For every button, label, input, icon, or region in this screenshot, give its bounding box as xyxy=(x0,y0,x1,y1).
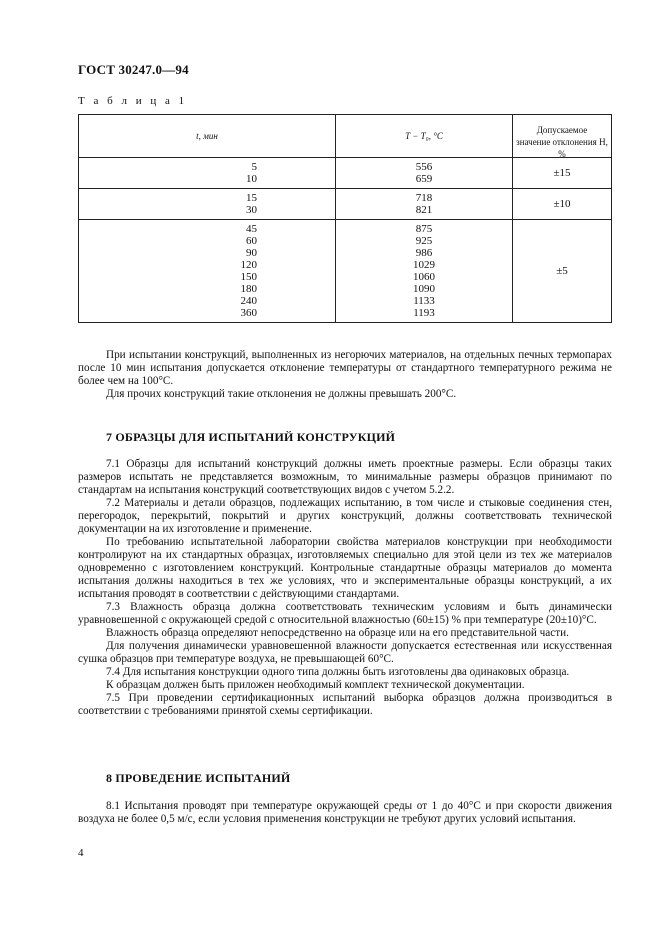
time-cell xyxy=(79,189,336,220)
col-temp-header: T − T₀, °C xyxy=(336,115,513,158)
section-7-body xyxy=(78,458,612,718)
time-value: 10 xyxy=(246,173,257,185)
paragraph: Влажность образца определяют непосредственно на образце или на его представительной части. xyxy=(106,627,569,639)
paragraph: К образцам должен быть приложен необходимый комплект технической документации. xyxy=(106,679,525,691)
time-value: 360 xyxy=(240,307,257,319)
deviation-cell: ±5 xyxy=(513,220,612,323)
temperature-value: 718 xyxy=(415,192,433,204)
time-value: 15 xyxy=(246,192,257,204)
temperature-value: 1029 xyxy=(413,259,435,271)
time-cell xyxy=(79,220,336,323)
paragraph: При испытании конструкций, выполненных из негорючих материалов, на отдельных печных термопарах после 10 мин испытания допускается отклонение температуры от стандартного температурного режима не более чем на 100°C. xyxy=(78,349,612,387)
time-value: 240 xyxy=(240,295,257,307)
temperature-value: 556 xyxy=(415,161,433,173)
temperature-value: 1133 xyxy=(413,295,435,307)
table-row xyxy=(79,189,612,220)
paragraph: Для прочих конструкций такие отклонения не должны превышать 200°C. xyxy=(106,388,457,400)
temperature-cell xyxy=(336,220,513,323)
time-cell xyxy=(79,158,336,189)
temperature-value: 659 xyxy=(415,173,433,185)
table-caption: Т а б л и ц а 1 xyxy=(78,95,188,107)
paragraph: 8.1 Испытания проводят при температуре окружающей среды от 1 до 40°C и при скорости движения воздуха не более 0,5 м/с, если условия применения конструкции не требуют других условий испытания. xyxy=(78,800,612,825)
table-header-row xyxy=(79,115,612,158)
temperature-value: 1193 xyxy=(413,307,435,319)
temperature-value: 875 xyxy=(415,223,433,235)
time-value: 5 xyxy=(251,161,257,173)
page-number: 4 xyxy=(78,847,84,859)
paragraph: 7.4 Для испытания конструкции одного типа должны быть изготовлены два одинаковых образца. xyxy=(106,666,570,678)
deviation-table xyxy=(78,114,612,323)
paragraph: По требованию испытательной лаборатории свойства материалов конструкции при необходимости контролируют на их стандартных образцах, изготовляемых специально для этой цели из тех же материалов одновременно с изготовлением конструкций. Контрольные стандартные образцы материалов до момента испытания должны находиться в тех же условиях, что и экспериментальные образцы конструкций, а их испытания проводят в соответствии с действующими стандартами. xyxy=(78,536,612,600)
deviation-cell: ±10 xyxy=(513,189,612,220)
temperature-value: 821 xyxy=(415,204,433,216)
temperature-value: 1060 xyxy=(413,271,435,283)
deviation-cell: ±15 xyxy=(513,158,612,189)
time-value: 60 xyxy=(246,235,257,247)
time-value: 180 xyxy=(240,283,257,295)
time-value: 30 xyxy=(246,204,257,216)
time-value: 45 xyxy=(246,223,257,235)
paragraph: 7.3 Влажность образца должна соответствовать техническим условиям и быть динамически уравновешенной с окружающей средой с относительной влажностью (60±15) % при температуре (20±10)°C. xyxy=(78,601,612,626)
paragraph: 7.2 Материалы и детали образцов, подлежащих испытанию, в том числе и стыковые соединения стен, перегородок, перекрытий, покрытий и других конструкций, должны соответствовать технической документации на их изготовление и применение. xyxy=(78,497,612,535)
temperature-cell xyxy=(336,189,513,220)
paragraph: 7.5 При проведении сертификационных испытаний выборка образцов должна производиться в соответствии с требованиями принятой схемы сертификации. xyxy=(78,692,612,717)
col-deviation-header: Допускаемое значение отклонения H, % xyxy=(513,115,612,158)
table-row xyxy=(79,158,612,189)
standard-header: ГОСТ 30247.0—94 xyxy=(78,62,189,77)
time-value: 150 xyxy=(240,271,257,283)
table-row xyxy=(79,220,612,323)
time-value: 120 xyxy=(240,259,257,271)
temperature-value: 1090 xyxy=(413,283,435,295)
section-7-title: 7 ОБРАЗЦЫ ДЛЯ ИСПЫТАНИЙ КОНСТРУКЦИЙ xyxy=(106,430,396,444)
body-text-1 xyxy=(78,349,612,401)
temperature-value: 986 xyxy=(415,247,433,259)
paragraph: Для получения динамически уравновешенной влажности допускается естественная или искусственная сушка образцов при температуре воздуха, не превышающей 60°C. xyxy=(78,640,612,665)
temperature-value: 925 xyxy=(415,235,433,247)
section-8-title: 8 ПРОВЕДЕНИЕ ИСПЫТАНИЙ xyxy=(106,771,291,785)
section-8-body xyxy=(78,800,612,826)
temperature-cell xyxy=(336,158,513,189)
col-time-header: t, мин xyxy=(79,115,336,158)
paragraph: 7.1 Образцы для испытаний конструкций должны иметь проектные размеры. Если образцы таких размеров испытать не представляется возможным, то минимальные размеры образцов принимают по стандартам на испытания конструкций соответствующих видов с учетом 5.2.2. xyxy=(78,458,612,496)
time-value: 90 xyxy=(246,247,257,259)
